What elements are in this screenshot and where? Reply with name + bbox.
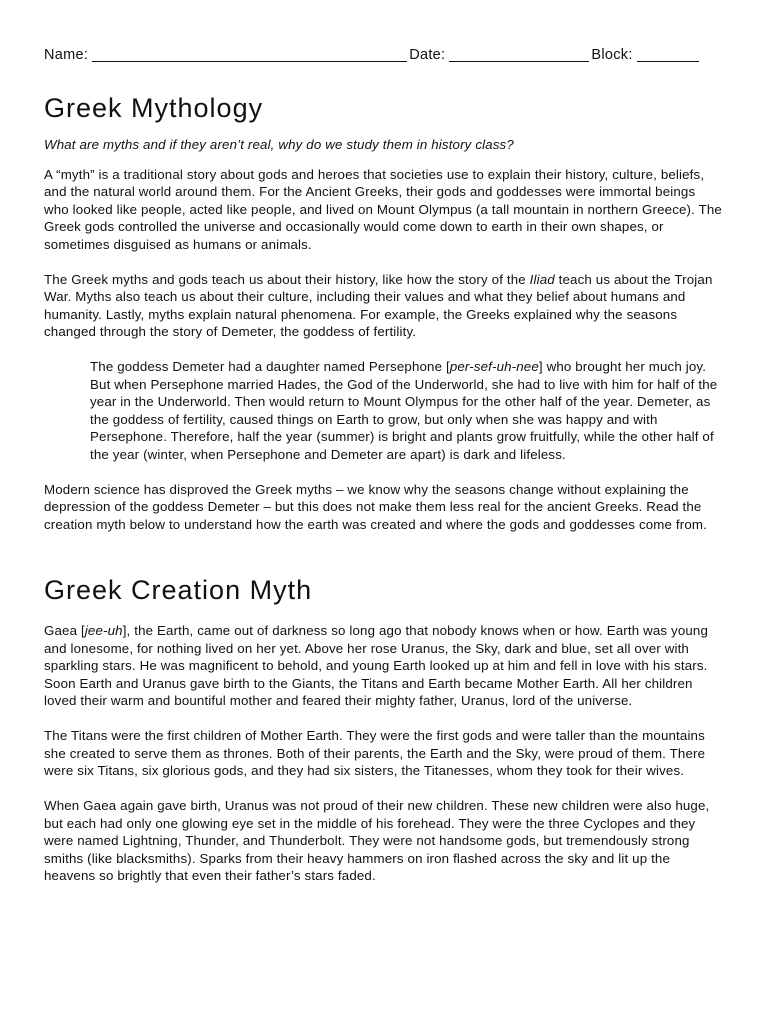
iliad-title: Iliad (529, 271, 555, 287)
date-label: Date: (409, 47, 446, 63)
myths-purpose-text-b: teach us about the Trojan War. Myths also teach us about their culture, including their values and what they belief about humans and humanity. Lastly, myths explain natural phenomena. For example, the Greeks explained why the seasons changed through the story of Demeter, the goddess of fertility. (44, 271, 713, 339)
gaea-text-a: Gaea [ (44, 623, 85, 638)
modern-science-paragraph: Modern science has disproved the Greek myths – we know why the seasons change without explaining the depression of the goddess Demeter – but this does not make them less real for the ancient Greeks. Read the creation myth below to understand how the earth was created and where the gods and goddesses come from. (44, 481, 707, 532)
name-blank-line[interactable] (92, 48, 407, 62)
titans-paragraph: The Titans were the first children of Mother Earth. They were the first gods and were taller than the mountains she created to serve them as thrones. Both of their parents, the Earth and the Sky, were proud of them. There were six Titans, six glorious gods, and they had six sisters, the Titanesses, whom they took for their wives. (44, 728, 706, 778)
section-title-greek-mythology: Greek Mythology (44, 93, 264, 123)
name-label: Name: (44, 47, 89, 63)
block-blank-line[interactable] (637, 48, 699, 62)
myths-purpose-text-a: The Greek myths and gods teach us about their history, like how the story of the (44, 271, 530, 287)
gaea-pronunciation: jee-uh (84, 623, 123, 638)
persephone-pronunciation: per-sef-uh-nee (449, 359, 539, 374)
cyclopes-paragraph: When Gaea again gave birth, Uranus was not proud of their new children. These new children were also huge, but each had only one glowing eye set in the middle of his forehead. They were the three Cyclopes and they were named Lightning, Thunder, and Thunderbolt. They were not handsome gods, but tremendously strong smiths (like blacksmiths). Sparks from their heavy hammers on iron flashed across the sky and lit up the heavens so brightly that even their father’s stars faded. (44, 798, 710, 883)
myths-purpose-paragraph (44, 271, 722, 341)
demeter-text-a: The goddess Demeter had a daughter named Persephone [ (90, 359, 450, 374)
demeter-story-paragraph (90, 358, 722, 463)
date-blank-line[interactable] (449, 48, 589, 62)
gaea-paragraph (44, 622, 722, 710)
demeter-text-b: ] who brought her much joy. But when Persephone married Hades, the God of the Underworld, she had to live with him for half of the year in the Underworld. Then would return to Mount Olympus for the other half of the year. Demeter, as the goddess of fertility, caused things on Earth to grow, but only when she was happy and with Persephone. Therefore, half the year (summer) is bright and plants grow fruitfully, while the other half of the year (winter, when Persephone and Demeter are apart) is dark and lifeless. (90, 359, 718, 462)
gaea-text-b: ], the Earth, came out of darkness so long ago that nobody knows when or how. Earth was young and lonesome, for nothing lived on her yet. Above her rose Uranus, the Sky, dark and blue, set all over with sparkling stars. He was magnificent to behold, and young Earth looked up at him and fell in love with his stars. Soon Earth and Uranus gave birth to the Giants, the Titans and Earth became Mother Earth. All her children loved their warm and bountiful mother and feared their mighty father, Uranus, lord of the universe. (44, 623, 709, 708)
block-label: Block: (591, 47, 633, 63)
myth-definition-paragraph: A “myth” is a traditional story about gods and heroes that societies use to explain their history, culture, beliefs, and the natural world around them. For the Ancient Greeks, their gods and goddesses were immortal beings who looked like people, acted like people, and lived on Mount Olympus (a tall mountain in northern Greece). The Greek gods controlled the universe and occasionally would come down to earth in their own shapes, or sometimes disguised as humans or animals. (44, 166, 722, 252)
section-title-creation-myth: Greek Creation Myth (44, 575, 313, 605)
student-info-header (44, 46, 722, 64)
guiding-question: What are myths and if they aren’t real, why do we study them in history class? (44, 137, 514, 152)
